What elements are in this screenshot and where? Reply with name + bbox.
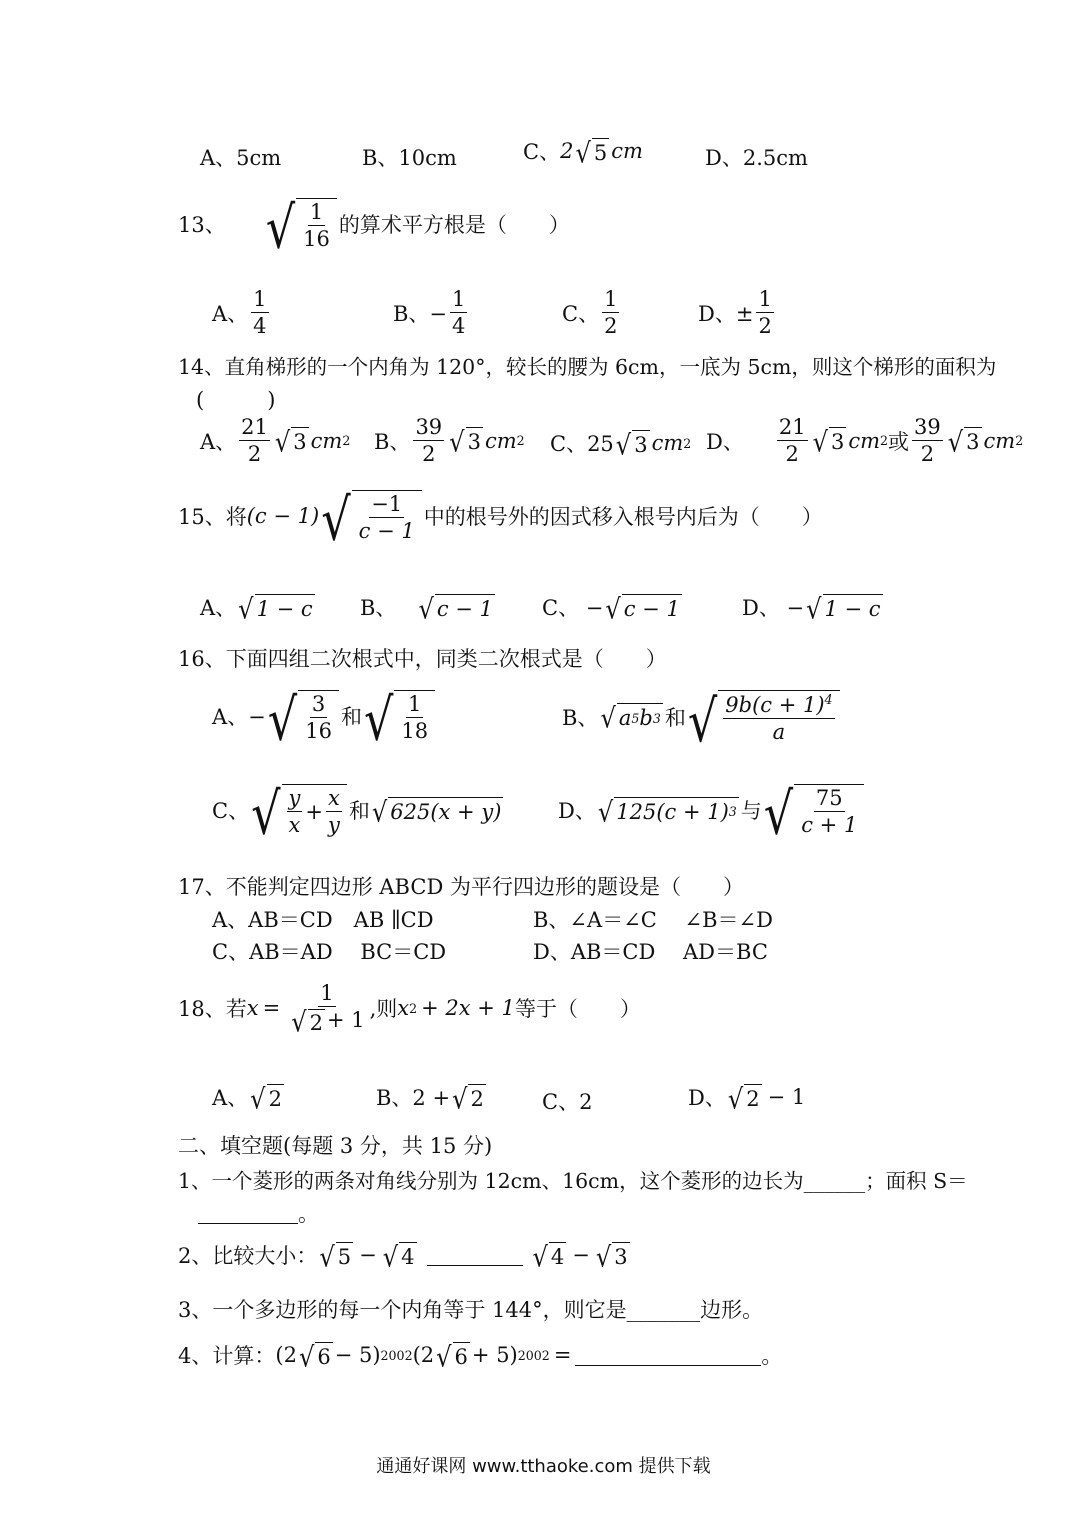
q13-option-b: B、− $\frac{1}{4}$ — [393, 287, 466, 339]
q14-option-a: A、 $\frac{21}{2}$ √ 3 cm 2 — [200, 415, 351, 467]
q17-option-c: C、AB＝AD BC＝CD — [212, 940, 447, 964]
fill-1-blank: 。 — [198, 1198, 319, 1228]
question-18: 18、若 x = 1 √ 2 + 1 ,则 x 2 + 2x + 1 等于（ ） — [178, 981, 641, 1039]
question-14: 14、直角梯形的一个内角为 120°，较长的腰为 6cm，一底为 5cm，则这个梯形的面积为 — [178, 355, 997, 379]
fill-3: 3、一个多边形的每一个内角等于 144°，则它是_______边形。 — [178, 1298, 764, 1322]
q15-option-a: A、 √ 1 − c — [200, 592, 313, 625]
q13-option-c: C、 $\frac{1}{2}$ — [562, 287, 618, 339]
q16-option-a: A、− √ $\frac{3}{16}$ 和 √ $\frac{1}{18}$ — [212, 690, 437, 742]
q18-option-a: A、 √ 2 — [212, 1082, 282, 1115]
q14-option-b: B、 $\frac{39}{2}$ √ 3 cm 2 — [374, 415, 525, 467]
q14-option-d: D、 $\frac{21}{2}$ √ 3 cm 2 或 $\frac{39}{2}$ √ 3 cm 2 — [706, 415, 1024, 467]
q12-option-d: D、2.5cm — [705, 146, 808, 170]
q18-option-b: B、2 + √ 2 — [376, 1082, 484, 1115]
q15-option-b: B、 √ c − 1 — [360, 592, 493, 625]
fill-4: 4、计算： (2 √ 6 − 5) 2002 (2 √ 6 + 5) 2002 = 。 — [178, 1340, 783, 1373]
q14-option-c: C、25 √ 3 cm 2 — [550, 428, 692, 461]
q12-option-c: C、 2 √ 5 cm — [523, 136, 643, 169]
q17-option-b: B、∠A＝∠C ∠B＝∠D — [533, 908, 773, 932]
question-17: 17、不能判定四边形 ABCD 为平行四边形的题设是（ ） — [178, 875, 744, 899]
question-16: 16、下面四组二次根式中，同类二次根式是（ ） — [178, 647, 667, 671]
section-2-title: 二、填空题(每题 3 分，共 15 分) — [178, 1134, 493, 1158]
q17-option-a: A、AB＝CD AB ∥CD — [212, 908, 434, 932]
q13-option-a: A、 $\frac{1}{4}$ — [212, 287, 267, 339]
q16-option-c: C、 √ $\frac{y}{x}$ + $\frac{x}{y}$ 和 √ 625(x + y) — [212, 779, 502, 848]
q18-option-c: C、2 — [542, 1090, 593, 1114]
fill-1: 1、一个菱形的两条对角线分别为 12cm、16cm，这个菱形的边长为______；面积 S＝ — [178, 1169, 968, 1193]
q14-paren: ( ) — [196, 388, 276, 412]
q15-option-c: C、 − √ c − 1 — [542, 592, 680, 625]
question-13: 13、 √ $\frac{1}{16}$ 的算术平方根是（ ） — [178, 193, 570, 262]
q17-option-d: D、AB＝CD AD＝BC — [533, 940, 768, 964]
q15-option-d: D、 − √ 1 − c — [742, 592, 881, 625]
page-footer: 通通好课网 www.tthaoke.com 提供下载 — [376, 1456, 711, 1477]
question-15: 15、将 (c − 1) √ $\frac{-1}{c - 1}$ 中的根号外的因式移入根号内后为（ ） — [178, 485, 823, 554]
q12-option-a: A、5cm — [200, 146, 282, 170]
fill-2: 2、比较大小： √ 5 − √ 4 √ 4 − √ 3 — [178, 1240, 628, 1273]
q13-option-d: D、± $\frac{1}{2}$ — [698, 287, 772, 339]
q18-option-d: D、 √ 2 − 1 — [688, 1082, 806, 1115]
q16-option-d: D、 √ 125(c + 1) 3 与 √ $\frac{75}{c + 1}$ — [558, 784, 866, 836]
q16-option-b: B、 √ a 5 b 3 和 √ $\frac{9b(c + 1)^4}{a}$ — [562, 690, 842, 743]
q12-option-b: B、10cm — [362, 146, 457, 170]
